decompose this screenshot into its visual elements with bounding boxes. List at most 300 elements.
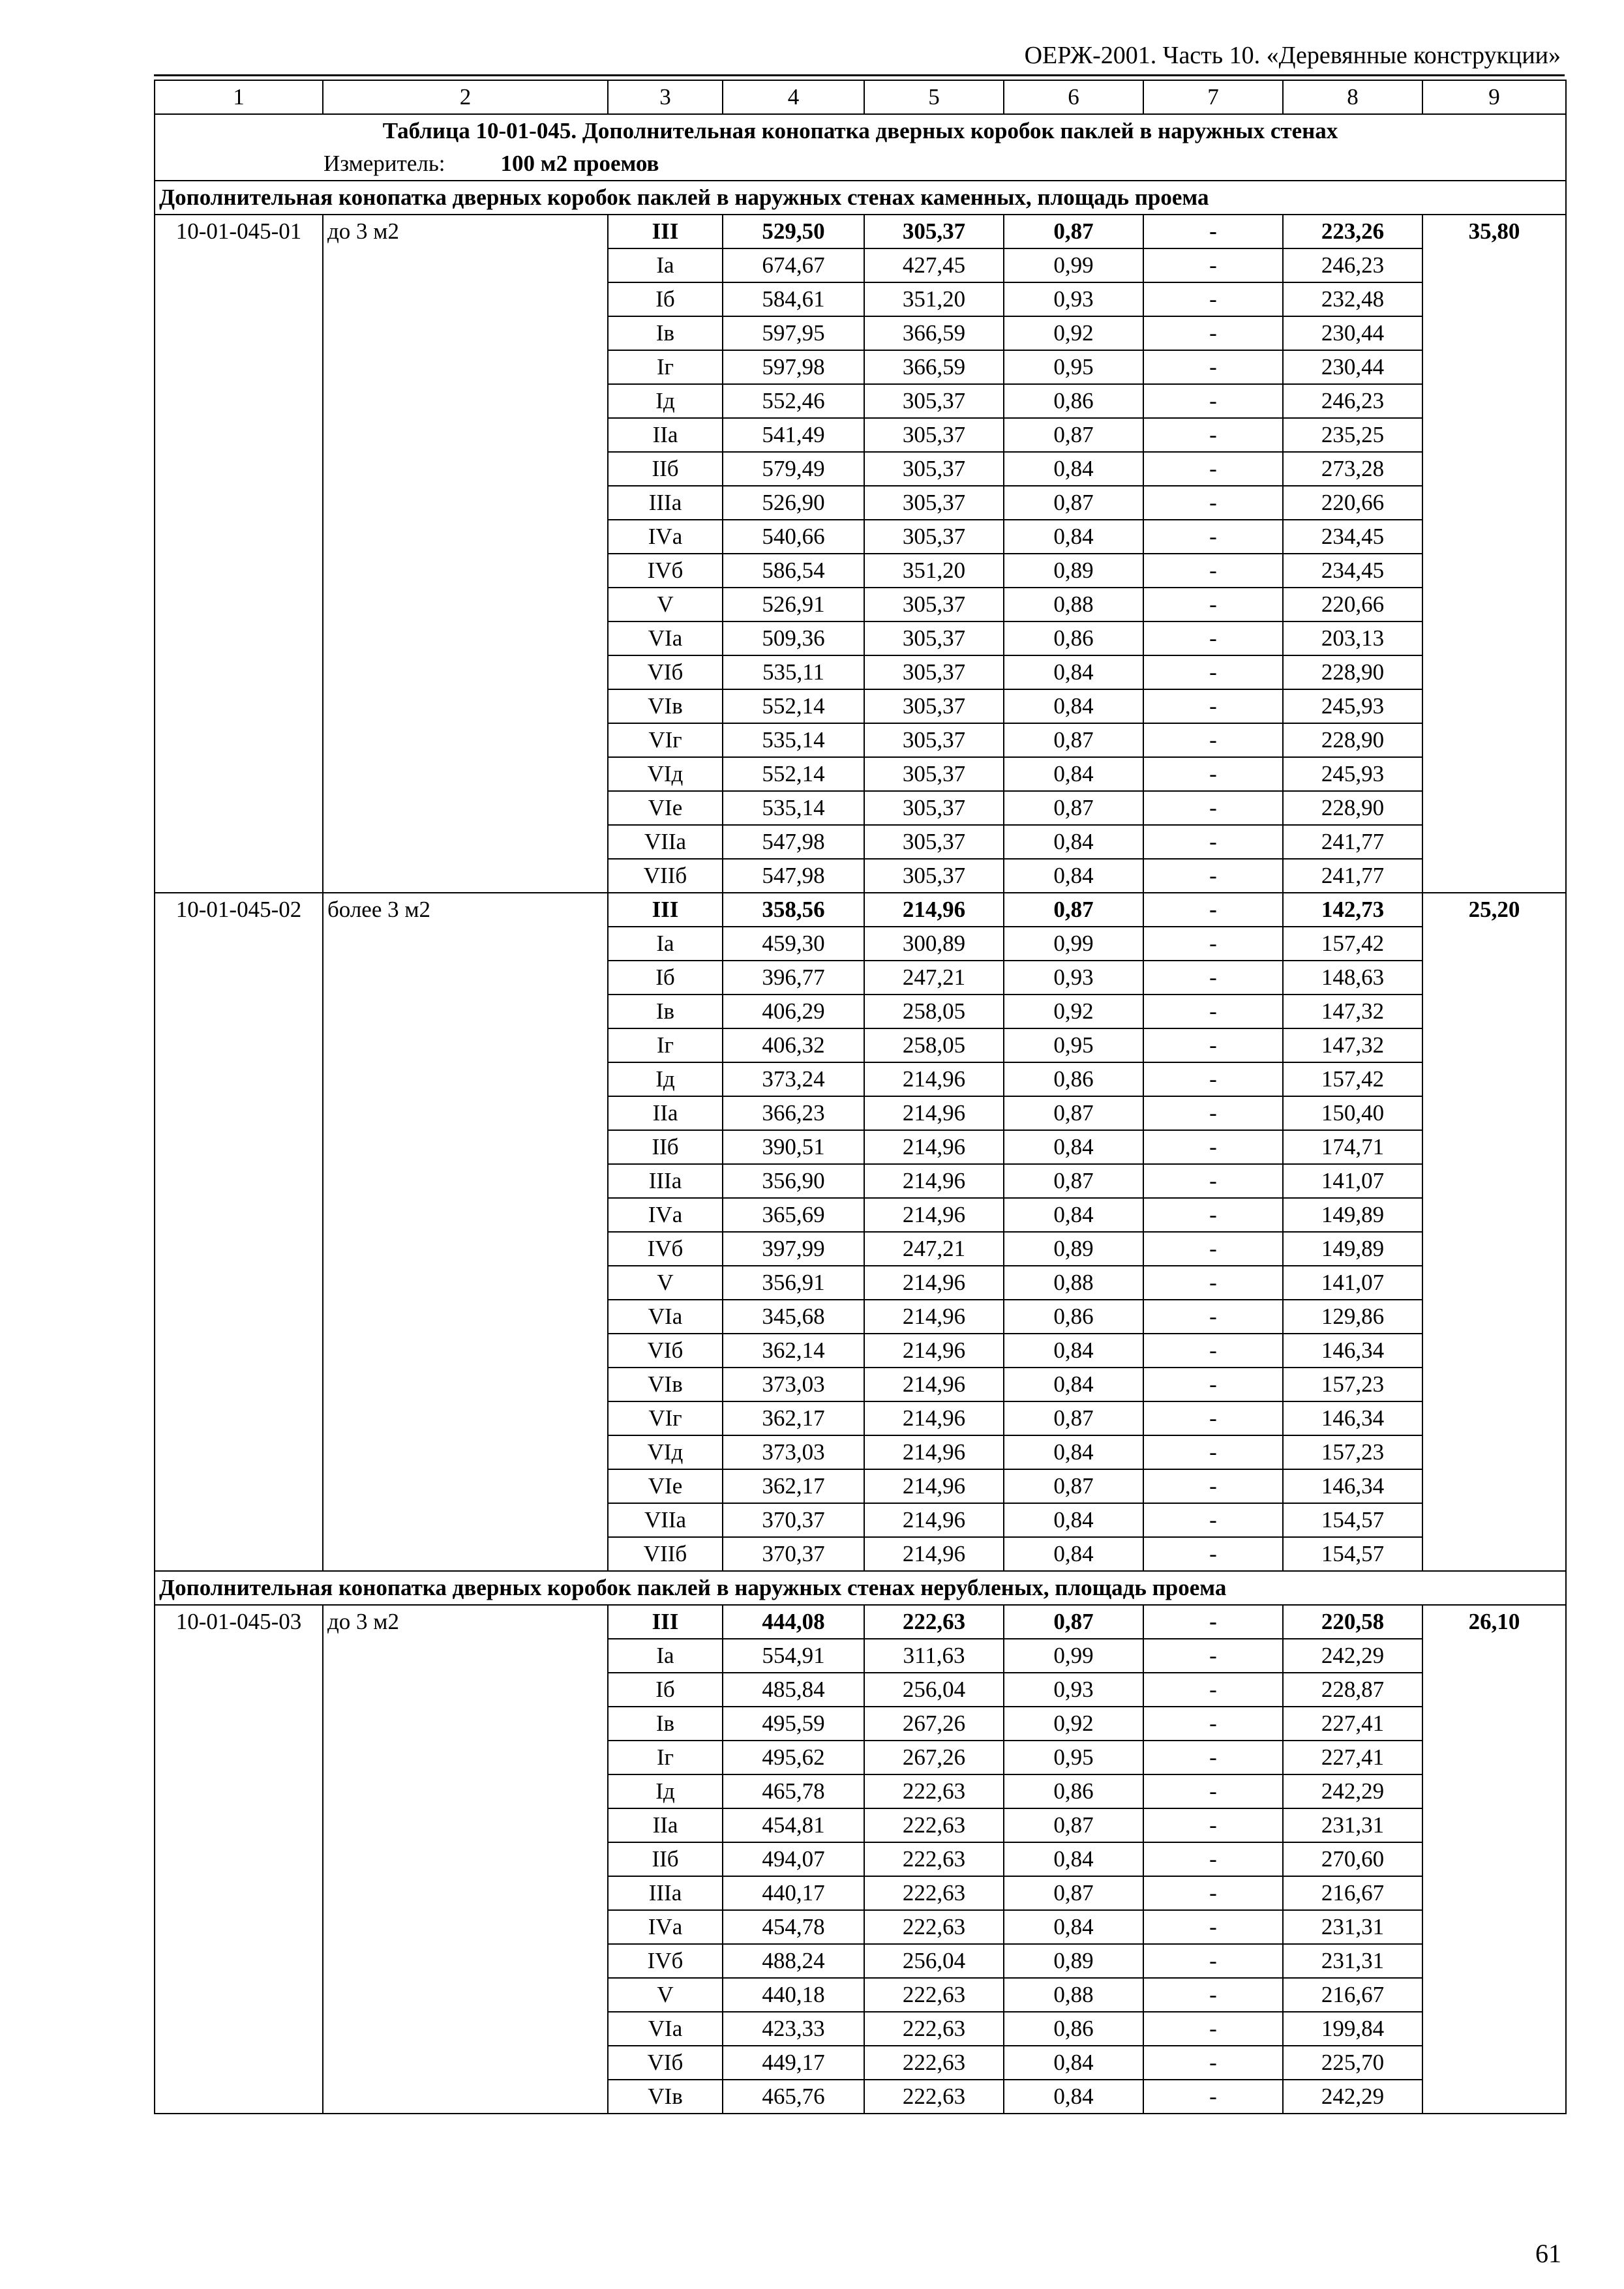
zone-cell: VIа	[608, 1300, 723, 1334]
zone-cell: IIб	[608, 1130, 723, 1164]
value-cell: 552,14	[723, 757, 864, 791]
table-row	[155, 215, 1566, 248]
value-cell: 305,37	[864, 825, 1004, 859]
column-9-value: 25,20	[1422, 893, 1566, 1571]
value-cell: 149,89	[1283, 1198, 1422, 1232]
value-cell: 220,66	[1283, 486, 1422, 520]
value-cell: 146,34	[1283, 1334, 1422, 1368]
value-cell: 535,14	[723, 723, 864, 757]
value-cell: 247,21	[864, 1232, 1004, 1266]
value-cell: 228,90	[1283, 655, 1422, 689]
value-cell: -	[1143, 1164, 1283, 1198]
value-cell: 0,99	[1004, 927, 1143, 961]
value-cell: 241,77	[1283, 825, 1422, 859]
value-cell: 223,26	[1283, 215, 1422, 248]
value-cell: 220,58	[1283, 1605, 1422, 1639]
rate-name: более 3 м2	[323, 893, 608, 1571]
zone-cell: VIг	[608, 1401, 723, 1435]
column-9-value: 35,80	[1422, 215, 1566, 893]
value-cell: 0,89	[1004, 554, 1143, 588]
value-cell: 305,37	[864, 655, 1004, 689]
value-cell: 362,17	[723, 1401, 864, 1435]
value-cell: -	[1143, 1944, 1283, 1978]
value-cell: 465,78	[723, 1774, 864, 1808]
zone-cell: VIIб	[608, 859, 723, 893]
value-cell: -	[1143, 1062, 1283, 1096]
value-cell: 270,60	[1283, 1842, 1422, 1876]
value-cell: 227,41	[1283, 1741, 1422, 1774]
value-cell: 674,67	[723, 248, 864, 282]
zone-cell: IVа	[608, 1198, 723, 1232]
measure-value: 100 м2 проемов	[500, 151, 659, 176]
zone-cell: Iа	[608, 1639, 723, 1673]
value-cell: -	[1143, 961, 1283, 995]
zone-cell: IIIа	[608, 1876, 723, 1910]
value-cell: 305,37	[864, 384, 1004, 418]
value-cell: 234,45	[1283, 554, 1422, 588]
value-cell: -	[1143, 554, 1283, 588]
zone-cell: VIе	[608, 1469, 723, 1503]
value-cell: 454,81	[723, 1808, 864, 1842]
value-cell: 529,50	[723, 215, 864, 248]
value-cell: 157,23	[1283, 1435, 1422, 1469]
value-cell: 0,87	[1004, 1096, 1143, 1130]
value-cell: -	[1143, 689, 1283, 723]
value-cell: -	[1143, 248, 1283, 282]
value-cell: 146,34	[1283, 1401, 1422, 1435]
zone-cell: Iд	[608, 1062, 723, 1096]
value-cell: -	[1143, 1605, 1283, 1639]
value-cell: -	[1143, 655, 1283, 689]
value-cell: 0,87	[1004, 1469, 1143, 1503]
value-cell: 234,45	[1283, 520, 1422, 554]
value-cell: 0,84	[1004, 859, 1143, 893]
value-cell: 157,42	[1283, 1062, 1422, 1096]
rate-name: до 3 м2	[323, 1605, 608, 2114]
value-cell: 0,84	[1004, 452, 1143, 486]
value-cell: 0,87	[1004, 215, 1143, 248]
column-number: 5	[864, 80, 1004, 114]
value-cell: 0,84	[1004, 520, 1143, 554]
value-cell: 0,89	[1004, 1944, 1143, 1978]
rate-code: 10-01-045-02	[155, 893, 323, 1571]
value-cell: 370,37	[723, 1537, 864, 1571]
page-number: 61	[1535, 2239, 1561, 2268]
zone-cell: III	[608, 893, 723, 927]
value-cell: -	[1143, 1198, 1283, 1232]
value-cell: 0,99	[1004, 1639, 1143, 1673]
value-cell: 0,84	[1004, 1910, 1143, 1944]
value-cell: 597,98	[723, 350, 864, 384]
value-cell: 247,21	[864, 961, 1004, 995]
value-cell: 0,87	[1004, 1876, 1143, 1910]
value-cell: 366,23	[723, 1096, 864, 1130]
value-cell: -	[1143, 1469, 1283, 1503]
value-cell: 305,37	[864, 723, 1004, 757]
value-cell: 222,63	[864, 1842, 1004, 1876]
value-cell: 540,66	[723, 520, 864, 554]
zone-cell: VIIб	[608, 1537, 723, 1571]
value-cell: 0,84	[1004, 1368, 1143, 1401]
value-cell: 149,89	[1283, 1232, 1422, 1266]
value-cell: 0,87	[1004, 723, 1143, 757]
value-cell: -	[1143, 215, 1283, 248]
zone-cell: Iа	[608, 927, 723, 961]
value-cell: -	[1143, 1876, 1283, 1910]
value-cell: 214,96	[864, 1062, 1004, 1096]
value-cell: 485,84	[723, 1673, 864, 1707]
value-cell: -	[1143, 2012, 1283, 2046]
value-cell: -	[1143, 1096, 1283, 1130]
value-cell: 267,26	[864, 1741, 1004, 1774]
value-cell: -	[1143, 1910, 1283, 1944]
zone-cell: VIв	[608, 2080, 723, 2114]
rate-name: до 3 м2	[323, 215, 608, 893]
value-cell: -	[1143, 350, 1283, 384]
value-cell: 216,67	[1283, 1876, 1422, 1910]
value-cell: 373,03	[723, 1435, 864, 1469]
value-cell: -	[1143, 1334, 1283, 1368]
value-cell: 373,24	[723, 1062, 864, 1096]
value-cell: 305,37	[864, 757, 1004, 791]
value-cell: 362,14	[723, 1334, 864, 1368]
value-cell: 214,96	[864, 1401, 1004, 1435]
zone-cell: IVа	[608, 520, 723, 554]
value-cell: 242,29	[1283, 1774, 1422, 1808]
value-cell: 230,44	[1283, 350, 1422, 384]
value-cell: 154,57	[1283, 1537, 1422, 1571]
value-cell: 273,28	[1283, 452, 1422, 486]
value-cell: -	[1143, 520, 1283, 554]
value-cell: 305,37	[864, 621, 1004, 655]
value-cell: -	[1143, 418, 1283, 452]
value-cell: 584,61	[723, 282, 864, 316]
value-cell: 246,23	[1283, 248, 1422, 282]
value-cell: 0,87	[1004, 1605, 1143, 1639]
value-cell: -	[1143, 1808, 1283, 1842]
value-cell: 214,96	[864, 1164, 1004, 1198]
value-cell: -	[1143, 1368, 1283, 1401]
zone-cell: VIг	[608, 723, 723, 757]
zone-cell: Iв	[608, 995, 723, 1028]
value-cell: -	[1143, 316, 1283, 350]
value-cell: 305,37	[864, 791, 1004, 825]
value-cell: 305,37	[864, 215, 1004, 248]
zone-cell: Iв	[608, 1707, 723, 1741]
zone-cell: IIа	[608, 418, 723, 452]
value-cell: -	[1143, 757, 1283, 791]
value-cell: 305,37	[864, 520, 1004, 554]
zone-cell: VIе	[608, 791, 723, 825]
value-cell: 526,90	[723, 486, 864, 520]
value-cell: 214,96	[864, 1368, 1004, 1401]
zone-cell: Iа	[608, 248, 723, 282]
zone-cell: III	[608, 1605, 723, 1639]
value-cell: 373,03	[723, 1368, 864, 1401]
value-cell: 0,87	[1004, 486, 1143, 520]
value-cell: 222,63	[864, 1978, 1004, 2012]
value-cell: 0,86	[1004, 1774, 1143, 1808]
zone-cell: IVб	[608, 1944, 723, 1978]
value-cell: 0,93	[1004, 1673, 1143, 1707]
value-cell: 535,14	[723, 791, 864, 825]
value-cell: 0,87	[1004, 1808, 1143, 1842]
value-cell: 459,30	[723, 927, 864, 961]
zone-cell: Iг	[608, 1028, 723, 1062]
value-cell: 214,96	[864, 1469, 1004, 1503]
value-cell: 305,37	[864, 418, 1004, 452]
value-cell: -	[1143, 825, 1283, 859]
value-cell: 0,92	[1004, 995, 1143, 1028]
value-cell: 0,88	[1004, 1266, 1143, 1300]
value-cell: 242,29	[1283, 1639, 1422, 1673]
value-cell: 258,05	[864, 995, 1004, 1028]
zone-cell: V	[608, 1266, 723, 1300]
value-cell: 231,31	[1283, 1944, 1422, 1978]
value-cell: 390,51	[723, 1130, 864, 1164]
zone-cell: IIа	[608, 1096, 723, 1130]
value-cell: 535,11	[723, 655, 864, 689]
value-cell: 222,63	[864, 1910, 1004, 1944]
zone-cell: Iб	[608, 282, 723, 316]
value-cell: 0,86	[1004, 1062, 1143, 1096]
value-cell: 365,69	[723, 1198, 864, 1232]
value-cell: 0,87	[1004, 893, 1143, 927]
value-cell: 0,87	[1004, 791, 1143, 825]
value-cell: 222,63	[864, 1605, 1004, 1639]
value-cell: 220,66	[1283, 588, 1422, 621]
zone-cell: V	[608, 1978, 723, 2012]
zone-cell: VIа	[608, 2012, 723, 2046]
value-cell: -	[1143, 791, 1283, 825]
value-cell: 305,37	[864, 859, 1004, 893]
value-cell: 214,96	[864, 1266, 1004, 1300]
value-cell: 242,29	[1283, 2080, 1422, 2114]
column-number: 2	[323, 80, 608, 114]
value-cell: 141,07	[1283, 1164, 1422, 1198]
value-cell: 0,93	[1004, 282, 1143, 316]
value-cell: -	[1143, 1435, 1283, 1469]
zone-cell: IVа	[608, 1910, 723, 1944]
value-cell: -	[1143, 486, 1283, 520]
zone-cell: VIв	[608, 1368, 723, 1401]
value-cell: 148,63	[1283, 961, 1422, 995]
value-cell: 174,71	[1283, 1130, 1422, 1164]
value-cell: 214,96	[864, 1096, 1004, 1130]
value-cell: 214,96	[864, 893, 1004, 927]
column-number-row	[155, 80, 1566, 114]
value-cell: 0,84	[1004, 1198, 1143, 1232]
value-cell: 157,23	[1283, 1368, 1422, 1401]
column-9-value: 26,10	[1422, 1605, 1566, 2114]
value-cell: 579,49	[723, 452, 864, 486]
value-cell: 0,84	[1004, 757, 1143, 791]
value-cell: 495,59	[723, 1707, 864, 1741]
zone-cell: Iв	[608, 316, 723, 350]
value-cell: 0,84	[1004, 1503, 1143, 1537]
zone-cell: IVб	[608, 554, 723, 588]
value-cell: 351,20	[864, 554, 1004, 588]
value-cell: -	[1143, 1266, 1283, 1300]
value-cell: -	[1143, 859, 1283, 893]
value-cell: 267,26	[864, 1707, 1004, 1741]
value-cell: 256,04	[864, 1944, 1004, 1978]
value-cell: -	[1143, 723, 1283, 757]
value-cell: 235,25	[1283, 418, 1422, 452]
zone-cell: IIIа	[608, 1164, 723, 1198]
value-cell: 488,24	[723, 1944, 864, 1978]
value-cell: 440,17	[723, 1876, 864, 1910]
value-cell: 351,20	[864, 282, 1004, 316]
column-number: 6	[1004, 80, 1143, 114]
value-cell: 366,59	[864, 350, 1004, 384]
value-cell: 0,92	[1004, 316, 1143, 350]
column-number: 1	[155, 80, 323, 114]
value-cell: 509,36	[723, 621, 864, 655]
rate-code: 10-01-045-03	[155, 1605, 323, 2114]
value-cell: -	[1143, 282, 1283, 316]
value-cell: 305,37	[864, 486, 1004, 520]
column-number: 7	[1143, 80, 1283, 114]
value-cell: 356,90	[723, 1164, 864, 1198]
value-cell: -	[1143, 1028, 1283, 1062]
zone-cell: VIд	[608, 757, 723, 791]
value-cell: -	[1143, 995, 1283, 1028]
value-cell: 440,18	[723, 1978, 864, 2012]
value-cell: 232,48	[1283, 282, 1422, 316]
value-cell: 0,86	[1004, 621, 1143, 655]
value-cell: 222,63	[864, 2080, 1004, 2114]
zone-cell: VIд	[608, 1435, 723, 1469]
value-cell: -	[1143, 1232, 1283, 1266]
value-cell: 305,37	[864, 452, 1004, 486]
rates-table	[154, 80, 1567, 2114]
value-cell: 356,91	[723, 1266, 864, 1300]
zone-cell: Iг	[608, 1741, 723, 1774]
value-cell: 0,95	[1004, 350, 1143, 384]
value-cell: -	[1143, 1707, 1283, 1741]
value-cell: 141,07	[1283, 1266, 1422, 1300]
value-cell: 0,88	[1004, 1978, 1143, 2012]
value-cell: 495,62	[723, 1741, 864, 1774]
column-number: 8	[1283, 80, 1422, 114]
value-cell: 245,93	[1283, 757, 1422, 791]
zone-cell: V	[608, 588, 723, 621]
value-cell: 494,07	[723, 1842, 864, 1876]
zone-cell: III	[608, 215, 723, 248]
value-cell: -	[1143, 1537, 1283, 1571]
value-cell: 0,93	[1004, 961, 1143, 995]
value-cell: 222,63	[864, 1774, 1004, 1808]
value-cell: 427,45	[864, 248, 1004, 282]
value-cell: 203,13	[1283, 621, 1422, 655]
zone-cell: IIб	[608, 452, 723, 486]
value-cell: -	[1143, 1300, 1283, 1334]
value-cell: 258,05	[864, 1028, 1004, 1062]
value-cell: 397,99	[723, 1232, 864, 1266]
value-cell: 0,84	[1004, 1842, 1143, 1876]
value-cell: 245,93	[1283, 689, 1422, 723]
value-cell: 0,84	[1004, 1130, 1143, 1164]
column-number: 9	[1422, 80, 1566, 114]
value-cell: 305,37	[864, 588, 1004, 621]
value-cell: 362,17	[723, 1469, 864, 1503]
value-cell: 214,96	[864, 1198, 1004, 1232]
value-cell: -	[1143, 1774, 1283, 1808]
value-cell: 547,98	[723, 825, 864, 859]
zone-cell: Iб	[608, 961, 723, 995]
value-cell: 0,87	[1004, 418, 1143, 452]
value-cell: 0,84	[1004, 2080, 1143, 2114]
value-cell: 225,70	[1283, 2046, 1422, 2080]
value-cell: 222,63	[864, 1876, 1004, 1910]
zone-cell: VIIа	[608, 1503, 723, 1537]
value-cell: 305,37	[864, 689, 1004, 723]
value-cell: 0,84	[1004, 2046, 1143, 2080]
value-cell: 597,95	[723, 316, 864, 350]
value-cell: 406,29	[723, 995, 864, 1028]
value-cell: 228,87	[1283, 1673, 1422, 1707]
value-cell: 150,40	[1283, 1096, 1422, 1130]
value-cell: 0,84	[1004, 689, 1143, 723]
value-cell: 444,08	[723, 1605, 864, 1639]
value-cell: -	[1143, 452, 1283, 486]
value-cell: 0,84	[1004, 655, 1143, 689]
table-title: Таблица 10-01-045. Дополнительная конопатка дверных коробок паклей в наружных стенах	[155, 114, 1566, 147]
zone-cell: Iг	[608, 350, 723, 384]
value-cell: 228,90	[1283, 723, 1422, 757]
zone-cell: VIIа	[608, 825, 723, 859]
value-cell: 396,77	[723, 961, 864, 995]
value-cell: 246,23	[1283, 384, 1422, 418]
section-heading: Дополнительная конопатка дверных коробок паклей в наружных стенах нерубленых, площадь проема	[155, 1571, 1566, 1605]
value-cell: 231,31	[1283, 1808, 1422, 1842]
value-cell: 449,17	[723, 2046, 864, 2080]
value-cell: 345,68	[723, 1300, 864, 1334]
value-cell: 214,96	[864, 1503, 1004, 1537]
table-body	[155, 80, 1566, 2114]
value-cell: -	[1143, 1130, 1283, 1164]
table-title-row	[155, 114, 1566, 147]
value-cell: 214,96	[864, 1130, 1004, 1164]
section-heading-row	[155, 181, 1566, 215]
zone-cell: VIб	[608, 1334, 723, 1368]
page-header	[154, 40, 1565, 80]
value-cell: -	[1143, 588, 1283, 621]
value-cell: -	[1143, 621, 1283, 655]
value-cell: 0,95	[1004, 1028, 1143, 1062]
table-row	[155, 893, 1566, 927]
zone-cell: VIб	[608, 655, 723, 689]
zone-cell: Iд	[608, 384, 723, 418]
value-cell: 0,95	[1004, 1741, 1143, 1774]
value-cell: -	[1143, 1673, 1283, 1707]
zone-cell: VIв	[608, 689, 723, 723]
value-cell: 214,96	[864, 1537, 1004, 1571]
value-cell: 586,54	[723, 554, 864, 588]
header-rule	[154, 74, 1565, 76]
section-heading-row	[155, 1571, 1566, 1605]
value-cell: 216,67	[1283, 1978, 1422, 2012]
value-cell: 241,77	[1283, 859, 1422, 893]
value-cell: 214,96	[864, 1435, 1004, 1469]
value-cell: 214,96	[864, 1300, 1004, 1334]
value-cell: 147,32	[1283, 995, 1422, 1028]
value-cell: -	[1143, 2080, 1283, 2114]
value-cell: 0,92	[1004, 1707, 1143, 1741]
value-cell: 370,37	[723, 1503, 864, 1537]
value-cell: 222,63	[864, 2012, 1004, 2046]
